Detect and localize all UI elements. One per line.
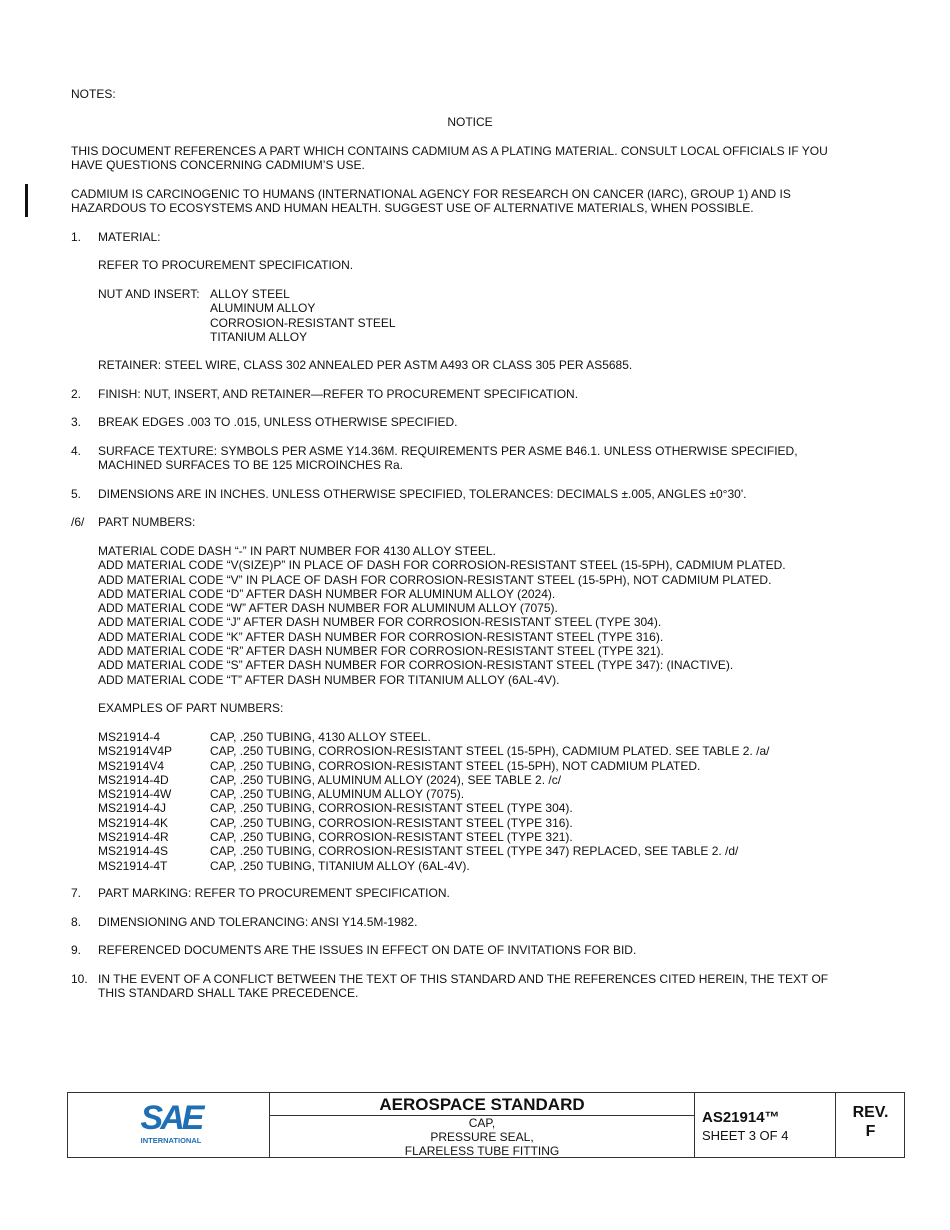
material-item: ALLOY STEEL bbox=[210, 287, 290, 301]
example-part-number: MS21914-4S bbox=[98, 844, 169, 859]
note-10-number: 10. bbox=[71, 972, 88, 986]
notice-title: NOTICE bbox=[447, 115, 493, 129]
material-code-line: ADD MATERIAL CODE “T” AFTER DASH NUMBER FOR TITANIUM ALLOY (6AL-4V). bbox=[98, 672, 560, 687]
title-block bbox=[67, 1092, 905, 1158]
revision-value: F bbox=[865, 1123, 876, 1140]
title-cell bbox=[270, 1093, 695, 1157]
note-2-text: FINISH: NUT, INSERT, AND RETAINER—REFER TO PROCUREMENT SPECIFICATION. bbox=[98, 387, 579, 401]
example-row bbox=[98, 830, 769, 844]
note-6-title: PART NUMBERS: bbox=[98, 515, 196, 529]
material-code-line: ADD MATERIAL CODE “R” AFTER DASH NUMBER FOR CORROSION-RESISTANT STEEL (TYPE 321). bbox=[98, 644, 664, 659]
example-description: CAP, .250 TUBING, CORROSION-RESISTANT STEEL (TYPE 321). bbox=[210, 830, 573, 845]
example-row bbox=[98, 759, 769, 773]
material-code-line: ADD MATERIAL CODE “V(SIZE)P” IN PLACE OF DASH FOR CORROSION-RESISTANT STEEL (15-5PH), CADMIUM PLATED. bbox=[98, 558, 786, 573]
example-row bbox=[98, 801, 769, 815]
revision-label: REV. bbox=[852, 1104, 889, 1121]
example-part-number: MS21914-4 bbox=[98, 730, 161, 744]
note-10-text: IN THE EVENT OF A CONFLICT BETWEEN THE TEXT OF THIS STANDARD AND THE REFERENCES CITED HEREIN, THE TEXT OF THIS STANDARD SHALL TAKE PRECEDENCE. bbox=[98, 972, 829, 1001]
example-part-number: MS21914-4R bbox=[98, 830, 169, 845]
example-part-number: MS21914V4P bbox=[98, 744, 173, 759]
example-row bbox=[98, 730, 769, 744]
part-number-examples bbox=[98, 730, 769, 873]
retainer-text: RETAINER: STEEL WIRE, CLASS 302 ANNEALED PER ASTM A493 OR CLASS 305 PER AS5685. bbox=[98, 358, 633, 372]
note-8-text: DIMENSIONING AND TOLERANCING: ANSI Y14.5M-1982. bbox=[98, 915, 418, 929]
note-9-number: 9. bbox=[71, 943, 82, 957]
example-description: CAP, .250 TUBING, CORROSION-RESISTANT STEEL (TYPE 316). bbox=[210, 815, 573, 830]
example-description: CAP, .250 TUBING, ALUMINUM ALLOY (2024), SEE TABLE 2. /c/ bbox=[210, 772, 562, 787]
example-row bbox=[98, 787, 769, 801]
material-list bbox=[210, 287, 396, 344]
material-code-line: MATERIAL CODE DASH “-” IN PART NUMBER FOR 4130 ALLOY STEEL. bbox=[98, 544, 496, 558]
note-7-text: PART MARKING: REFER TO PROCUREMENT SPECIFICATION. bbox=[98, 886, 450, 900]
note-1-number: 1. bbox=[71, 230, 82, 244]
note-9-text: REFERENCED DOCUMENTS ARE THE ISSUES IN EFFECT ON DATE OF INVITATIONS FOR BID. bbox=[98, 943, 637, 957]
example-description: CAP, .250 TUBING, CORROSION-RESISTANT STEEL (15-5PH), CADMIUM PLATED. SEE TABLE 2. /a/ bbox=[210, 744, 770, 759]
example-part-number: MS21914V4 bbox=[98, 758, 165, 773]
standard-heading: AEROSPACE STANDARD bbox=[270, 1093, 694, 1116]
note-6-number: /6/ bbox=[71, 515, 85, 529]
part-title: CAP, PRESSURE SEAL, FLARELESS TUBE FITTING bbox=[404, 1116, 560, 1158]
note-4-number: 4. bbox=[71, 444, 82, 458]
material-code-line: ADD MATERIAL CODE “W” AFTER DASH NUMBER FOR ALUMINUM ALLOY (7075). bbox=[98, 601, 558, 616]
sae-logo bbox=[136, 1099, 206, 1147]
example-description: CAP, .250 TUBING, TITANIUM ALLOY (6AL-4V). bbox=[210, 858, 470, 873]
note-3-text: BREAK EDGES .003 TO .015, UNLESS OTHERWISE SPECIFIED. bbox=[98, 415, 458, 429]
note-3-number: 3. bbox=[71, 415, 82, 429]
notes-label: NOTES: bbox=[71, 87, 116, 101]
note-1-title: MATERIAL: bbox=[98, 230, 161, 244]
document-number-cell bbox=[695, 1093, 836, 1157]
note-5-number: 5. bbox=[71, 487, 82, 501]
note-7-number: 7. bbox=[71, 886, 82, 900]
sae-logo-text: SAE bbox=[140, 1099, 202, 1137]
material-codes bbox=[98, 544, 878, 687]
example-description: CAP, .250 TUBING, 4130 ALLOY STEEL. bbox=[210, 730, 431, 744]
sae-logo-subtext: INTERNATIONAL bbox=[140, 1136, 202, 1145]
example-description: CAP, .250 TUBING, CORROSION-RESISTANT STEEL (TYPE 304). bbox=[210, 801, 573, 816]
example-description: CAP, .250 TUBING, CORROSION-RESISTANT STEEL (15-5PH), NOT CADMIUM PLATED. bbox=[210, 758, 701, 773]
example-part-number: MS21914-4J bbox=[98, 801, 167, 816]
note-5-text: DIMENSIONS ARE IN INCHES. UNLESS OTHERWISE SPECIFIED, TOLERANCES: DECIMALS ±.005, ANGLES ±0°30'. bbox=[98, 487, 747, 501]
logo-cell bbox=[68, 1093, 270, 1157]
example-row bbox=[98, 773, 769, 787]
notice-paragraph-1: THIS DOCUMENT REFERENCES A PART WHICH CONTAINS CADMIUM AS A PLATING MATERIAL. CONSULT LOCAL OFFICIALS IF YOU HAVE QUESTIONS CONCERNING CADMIUM’S USE. bbox=[71, 144, 828, 173]
example-row bbox=[98, 844, 769, 858]
example-part-number: MS21914-4K bbox=[98, 815, 169, 830]
example-description: CAP, .250 TUBING, CORROSION-RESISTANT STEEL (TYPE 347) REPLACED, SEE TABLE 2. /d/ bbox=[210, 844, 739, 859]
document-number: AS21914™ bbox=[702, 1109, 780, 1126]
material-code-line: ADD MATERIAL CODE “S” AFTER DASH NUMBER FOR CORROSION-RESISTANT STEEL (TYPE 347): (INACTIVE). bbox=[98, 658, 734, 673]
note-1-refer: REFER TO PROCUREMENT SPECIFICATION. bbox=[98, 258, 354, 272]
example-part-number: MS21914-4T bbox=[98, 858, 168, 873]
material-code-line: ADD MATERIAL CODE “V” IN PLACE OF DASH FOR CORROSION-RESISTANT STEEL (15-5PH), NOT CADMIUM PLATED. bbox=[98, 572, 772, 587]
material-item: ALUMINUM ALLOY bbox=[210, 301, 316, 316]
material-code-line: ADD MATERIAL CODE “J” AFTER DASH NUMBER FOR CORROSION-RESISTANT STEEL (TYPE 304). bbox=[98, 615, 662, 630]
revision-bar bbox=[25, 184, 28, 217]
material-item: TITANIUM ALLOY bbox=[210, 329, 308, 344]
example-row bbox=[98, 816, 769, 830]
example-part-number: MS21914-4W bbox=[98, 787, 172, 802]
note-2-number: 2. bbox=[71, 387, 82, 401]
note-4-text: SURFACE TEXTURE: SYMBOLS PER ASME Y14.36M. REQUIREMENTS PER ASME B46.1. UNLESS OTHERWISE SPECIFIED, MACHINED SURFACES TO BE 125 MICROINCHES Ra. bbox=[98, 444, 798, 473]
material-code-line: ADD MATERIAL CODE “D” AFTER DASH NUMBER FOR ALUMINUM ALLOY (2024). bbox=[98, 586, 556, 601]
example-row bbox=[98, 744, 769, 758]
example-part-number: MS21914-4D bbox=[98, 772, 169, 787]
material-code-line: ADD MATERIAL CODE “K” AFTER DASH NUMBER FOR CORROSION-RESISTANT STEEL (TYPE 316). bbox=[98, 629, 664, 644]
examples-title: EXAMPLES OF PART NUMBERS: bbox=[98, 701, 284, 715]
example-description: CAP, .250 TUBING, ALUMINUM ALLOY (7075). bbox=[210, 787, 465, 802]
nut-insert-label: NUT AND INSERT: bbox=[98, 287, 200, 301]
revision-cell bbox=[836, 1093, 905, 1157]
material-item: CORROSION-RESISTANT STEEL bbox=[210, 315, 396, 330]
sheet-number: SHEET 3 OF 4 bbox=[702, 1128, 789, 1143]
note-8-number: 8. bbox=[71, 915, 82, 929]
notice-paragraph-2: CADMIUM IS CARCINOGENIC TO HUMANS (INTERNATIONAL AGENCY FOR RESEARCH ON CANCER (IARC), GROUP 1) AND IS HAZARDOUS TO ECOSYSTEMS AND HUMAN HEALTH. SUGGEST USE OF ALTERNATIVE MATERIALS, WHEN POSSIBLE. bbox=[71, 187, 791, 216]
example-row bbox=[98, 859, 769, 873]
